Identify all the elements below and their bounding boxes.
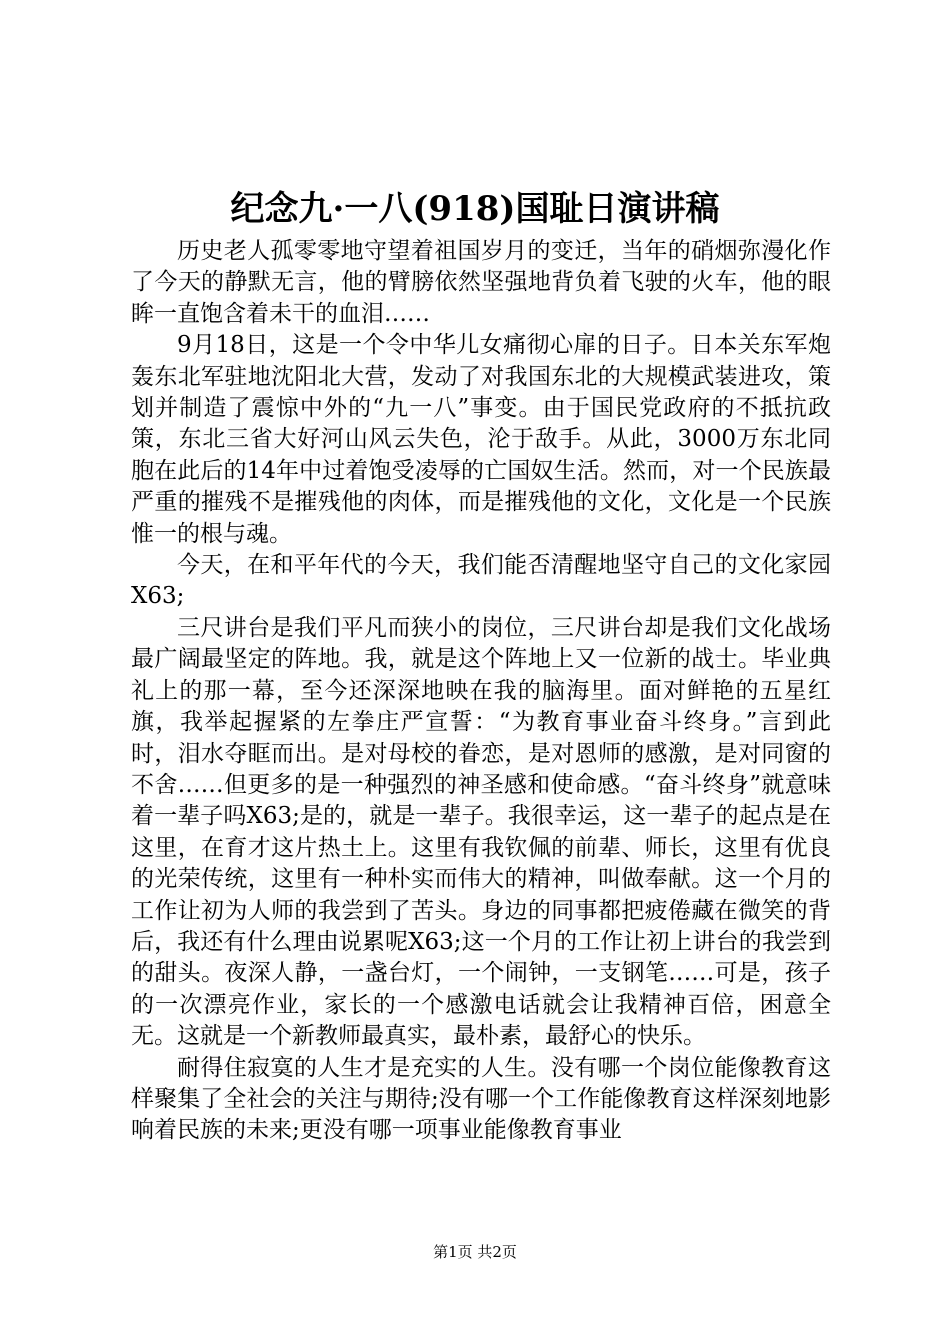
page-number-footer: 第1页 共2页 (433, 1243, 517, 1261)
paragraph-4: 三尺讲台是我们平凡而狭小的岗位，三尺讲台却是我们文化战场最广阔最坚定的阵地。我，就是这个阵地上又一位新的战士。毕业典礼上的那一幕，至今还深深地映在我的脑海里。面对鲜艳的五星红旗，我举起握紧的左拳庄严宣誓：“为教育事业奋斗终身。”言到此时，泪水夺眶而出。是对母校的眷恋，是对恩师的感激，是对同窗的不舍……但更多的是一种强烈的神圣感和使命感。“奋斗终身”就意味着一辈子吗X63;是的，就是一辈子。我很幸运，这一辈子的起点是在这里，在育才这片热土上。这里有我钦佩的前辈、师长，这里有优良的光荣传统，这里有一种朴实而伟大的精神，叫做奉献。这一个月的工作让初为人师的我尝到了苦头。身边的同事都把疲倦藏在微笑的背后，我还有什么理由说累呢X63;这一个月的工作让初上讲台的我尝到的甜头。夜深人静，一盏台灯，一个闹钟，一支钢笔……可是，孩子的一次漂亮作业，家长的一个感激电话就会让我精神百倍，困意全无。这就是一个新教师最真实，最朴素，最舒心的快乐。 (131, 614, 831, 1050)
paragraph-5: 耐得住寂寞的人生才是充实的人生。没有哪一个岗位能像教育这样聚集了全社会的关注与期待;没有哪一个工作能像教育这样深刻地影响着民族的未来;更没有哪一项事业能像教育事业 (131, 1054, 831, 1144)
document-title: 纪念九·一八(918)国耻日演讲稿 (230, 189, 720, 229)
document-body (131, 236, 831, 1147)
paragraph-3: 今天，在和平年代的今天，我们能否清醒地坚守自己的文化家园X63; (131, 552, 831, 610)
paragraph-2: 9月18日，这是一个令中华儿女痛彻心扉的日子。日本关东军炮轰东北军驻地沈阳北大营，发动了对我国东北的大规模武装进攻，策划并制造了震惊中外的“九一八”事变。由于国民党政府的不抵抗政策，东北三省大好河山风云失色，沦于敌手。从此，3000万东北同胞在此后的14年中过着饱受凌辱的亡国奴生活。然而，对一个民族最严重的摧残不是摧残他的肉体，而是摧残他的文化，文化是一个民族惟一的根与魂。 (131, 332, 831, 547)
paragraph-1: 历史老人孤零零地守望着祖国岁月的变迁，当年的硝烟弥漫化作了今天的静默无言，他的臂膀依然坚强地背负着飞驶的火车，他的眼眸一直饱含着未干的血泪…… (131, 238, 831, 327)
